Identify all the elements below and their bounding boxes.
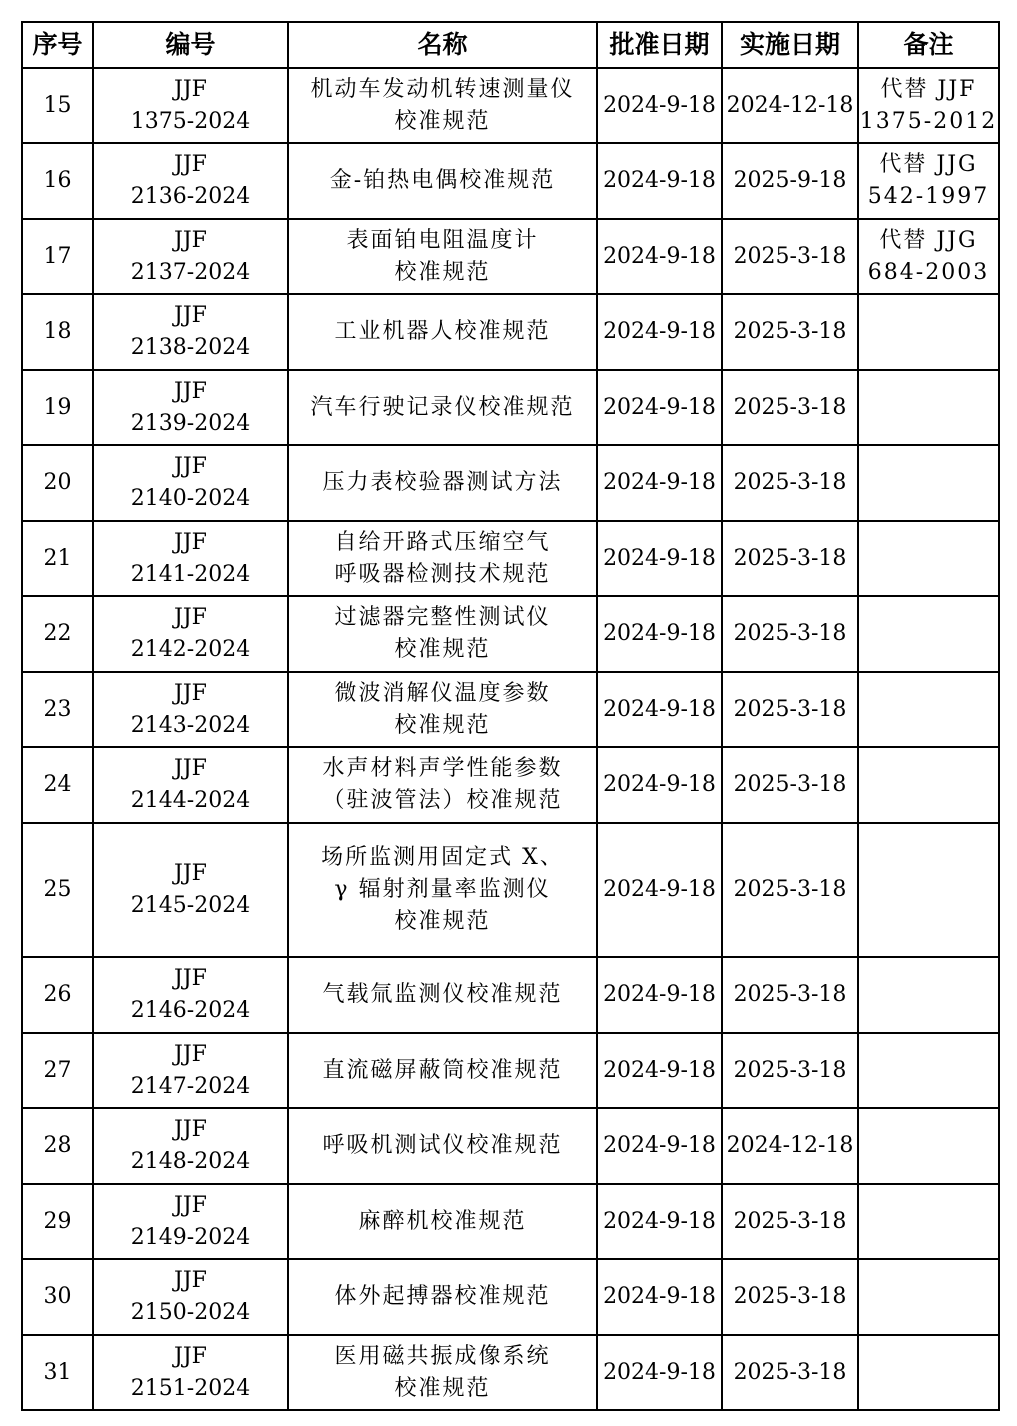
- cell-approve-date-text: 2024-9-18: [603, 1133, 716, 1158]
- cell-approve-date-text: 2024-9-18: [603, 621, 716, 646]
- cell-code-text: JJF: [174, 605, 207, 630]
- cell-code-text: 2148-2024: [130, 1149, 251, 1174]
- cell-implement-date: [722, 1184, 858, 1259]
- cell-implement-date-text: 2025-3-18: [733, 1057, 847, 1083]
- cell-implement-date-text: 2025-3-18: [733, 982, 847, 1007]
- cell-implement-date-text: 2025-3-18: [733, 621, 847, 646]
- cell-seq-text: 30: [43, 1284, 72, 1309]
- cell-name-text: 水声材料声学性能参数: [322, 756, 563, 781]
- cell-approve-date-text: 2024-9-18: [603, 1359, 716, 1385]
- cell-remark-text: 代替 JJG: [879, 227, 978, 253]
- cell-implement-date: [722, 823, 858, 957]
- cell-name-text: 场所监测用固定式 X、: [321, 845, 564, 870]
- cell-seq: [22, 1033, 93, 1108]
- cell-name-text: 工业机器人校准规范: [334, 319, 551, 344]
- cell-code-text: 2141-2024: [130, 561, 251, 587]
- cell-code: [93, 68, 288, 143]
- cell-name-text: 自给开路式压缩空气: [334, 529, 551, 555]
- cell-seq: [22, 1108, 93, 1184]
- cell-approve-date-text: 2024-9-18: [603, 696, 716, 722]
- cell-approve-date: [597, 1033, 722, 1108]
- cell-implement-date: [722, 1259, 858, 1335]
- cell-remark-text: 1375-2012: [859, 108, 998, 134]
- cell-code: [93, 521, 288, 596]
- cell-seq-text: 22: [43, 621, 72, 646]
- cell-remark-text: 代替 JJF: [880, 76, 977, 102]
- cell-name-text: 气载氚监测仪校准规范: [322, 982, 563, 1007]
- cell-code: [93, 1108, 288, 1184]
- cell-approve-date: [597, 143, 722, 219]
- header-code: 编号: [93, 22, 288, 68]
- cell-code-text: 2146-2024: [130, 998, 251, 1023]
- cell-seq: [22, 294, 93, 370]
- table-row: [22, 596, 999, 672]
- cell-remark-text: 代替 JJG: [879, 152, 978, 177]
- cell-remark: [858, 445, 999, 521]
- cell-remark: [858, 823, 999, 957]
- cell-seq-text: 17: [43, 243, 72, 269]
- cell-implement-date: [722, 672, 858, 747]
- cell-remark: [858, 1259, 999, 1335]
- table-row: [22, 219, 999, 294]
- cell-code: [93, 1259, 288, 1335]
- cell-name-text: 机动车发动机转速测量仪: [310, 76, 575, 102]
- cell-approve-date-text: 2024-9-18: [603, 772, 716, 797]
- cell-code-text: JJF: [174, 152, 207, 177]
- cell-seq: [22, 747, 93, 823]
- cell-implement-date-text: 2025-3-18: [733, 319, 847, 344]
- cell-implement-date: [722, 294, 858, 370]
- cell-code-text: JJF: [174, 756, 207, 781]
- cell-name-text: 直流磁屏蔽筒校准规范: [322, 1057, 563, 1083]
- cell-approve-date-text: 2024-9-18: [603, 243, 716, 269]
- table-row: [22, 747, 999, 823]
- cell-code: [93, 219, 288, 294]
- cell-remark: [858, 747, 999, 823]
- cell-code-text: 2150-2024: [130, 1300, 251, 1325]
- cell-name: [288, 747, 597, 823]
- cell-seq: [22, 445, 93, 521]
- cell-implement-date-text: 2024-12-18: [726, 92, 854, 118]
- cell-seq: [22, 370, 93, 445]
- cell-implement-date: [722, 596, 858, 672]
- standards-table: [21, 21, 1000, 1411]
- cell-approve-date: [597, 596, 722, 672]
- cell-implement-date-text: 2025-3-18: [733, 1359, 847, 1385]
- cell-name: [288, 672, 597, 747]
- table-row: [22, 294, 999, 370]
- cell-name-text: 校准规范: [394, 259, 491, 285]
- cell-code-text: 2140-2024: [130, 486, 251, 511]
- cell-code-text: JJF: [174, 1343, 207, 1369]
- cell-seq-text: 31: [43, 1359, 72, 1385]
- cell-name: [288, 521, 597, 596]
- cell-code-text: 2137-2024: [130, 259, 251, 285]
- cell-remark: [858, 957, 999, 1033]
- cell-code: [93, 143, 288, 219]
- cell-code-text: JJF: [174, 76, 207, 102]
- cell-approve-date: [597, 219, 722, 294]
- cell-code: [93, 596, 288, 672]
- header-name: 名称: [288, 22, 597, 68]
- cell-name-text: 微波消解仪温度参数: [334, 680, 551, 706]
- cell-code-text: 2143-2024: [130, 712, 251, 738]
- table-row: [22, 823, 999, 957]
- cell-approve-date-text: 2024-9-18: [603, 92, 716, 118]
- cell-code: [93, 957, 288, 1033]
- cell-name: [288, 68, 597, 143]
- cell-code: [93, 747, 288, 823]
- cell-name-text: γ 辐射剂量率监测仪: [334, 877, 551, 902]
- cell-remark: [858, 143, 999, 219]
- cell-seq: [22, 957, 93, 1033]
- cell-seq: [22, 672, 93, 747]
- cell-remark: [858, 1184, 999, 1259]
- table-header-row: [22, 22, 999, 68]
- cell-code-text: 2136-2024: [130, 184, 251, 209]
- cell-implement-date-text: 2025-3-18: [733, 696, 847, 722]
- cell-seq-text: 23: [43, 696, 72, 722]
- cell-name-text: 校准规范: [394, 712, 491, 738]
- cell-code-text: JJF: [174, 378, 207, 404]
- cell-implement-date-text: 2025-3-18: [733, 772, 847, 797]
- header-approve-date: 批准日期: [597, 22, 722, 68]
- cell-remark-text: 684-2003: [867, 259, 990, 285]
- cell-seq-text: 19: [43, 394, 72, 420]
- cell-approve-date: [597, 672, 722, 747]
- cell-implement-date-text: 2024-12-18: [726, 1133, 854, 1158]
- cell-code: [93, 445, 288, 521]
- table-row: [22, 957, 999, 1033]
- cell-code-text: JJF: [174, 454, 207, 479]
- cell-code: [93, 823, 288, 957]
- cell-remark: [858, 1108, 999, 1184]
- cell-name-text: 校准规范: [394, 1375, 491, 1401]
- cell-code-text: JJF: [174, 966, 207, 991]
- cell-implement-date-text: 2025-3-18: [733, 1208, 847, 1234]
- cell-name-text: （驻波管法）校准规范: [322, 788, 563, 813]
- cell-approve-date: [597, 294, 722, 370]
- cell-name-text: 压力表校验器测试方法: [322, 470, 563, 495]
- cell-seq-text: 28: [43, 1133, 72, 1158]
- cell-approve-date-text: 2024-9-18: [603, 1208, 716, 1234]
- cell-implement-date: [722, 370, 858, 445]
- cell-seq: [22, 1259, 93, 1335]
- cell-name: [288, 219, 597, 294]
- cell-approve-date: [597, 957, 722, 1033]
- cell-name-text: 过滤器完整性测试仪: [334, 605, 551, 630]
- cell-implement-date: [722, 747, 858, 823]
- cell-implement-date: [722, 1335, 858, 1410]
- cell-implement-date: [722, 68, 858, 143]
- cell-implement-date-text: 2025-3-18: [733, 394, 847, 420]
- cell-remark: [858, 219, 999, 294]
- cell-code-text: JJF: [174, 303, 207, 328]
- table-row: [22, 68, 999, 143]
- cell-approve-date-text: 2024-9-18: [603, 1284, 716, 1309]
- cell-seq: [22, 143, 93, 219]
- cell-name-text: 麻醉机校准规范: [358, 1208, 527, 1234]
- cell-code: [93, 1184, 288, 1259]
- cell-name: [288, 1033, 597, 1108]
- cell-code-text: 2144-2024: [130, 788, 251, 813]
- table-row: [22, 445, 999, 521]
- cell-remark: [858, 672, 999, 747]
- cell-name-text: 呼吸器检测技术规范: [334, 561, 551, 587]
- cell-remark: [858, 1335, 999, 1410]
- header-seq: 序号: [22, 22, 93, 68]
- cell-code-text: 2142-2024: [130, 637, 251, 662]
- cell-approve-date: [597, 370, 722, 445]
- cell-name: [288, 823, 597, 957]
- cell-seq: [22, 68, 93, 143]
- cell-name-text: 校准规范: [394, 637, 491, 662]
- cell-approve-date-text: 2024-9-18: [603, 319, 716, 344]
- cell-implement-date: [722, 957, 858, 1033]
- cell-code: [93, 294, 288, 370]
- cell-name-text: 汽车行驶记录仪校准规范: [310, 394, 575, 420]
- cell-implement-date-text: 2025-3-18: [733, 1284, 847, 1309]
- cell-code: [93, 1033, 288, 1108]
- cell-implement-date-text: 2025-3-18: [733, 470, 847, 495]
- header-remark: 备注: [858, 22, 999, 68]
- cell-approve-date-text: 2024-9-18: [603, 982, 716, 1007]
- cell-code-text: JJF: [174, 861, 207, 886]
- cell-code-text: JJF: [174, 1117, 207, 1142]
- cell-seq: [22, 823, 93, 957]
- cell-code-text: 2139-2024: [130, 410, 251, 436]
- cell-implement-date: [722, 521, 858, 596]
- cell-code-text: JJF: [174, 1192, 207, 1218]
- cell-seq: [22, 596, 93, 672]
- cell-remark: [858, 521, 999, 596]
- cell-name-text: 金-铂热电偶校准规范: [329, 168, 556, 193]
- cell-code: [93, 672, 288, 747]
- cell-seq: [22, 1335, 93, 1410]
- cell-approve-date-text: 2024-9-18: [603, 545, 716, 571]
- cell-name: [288, 1259, 597, 1335]
- cell-implement-date-text: 2025-3-18: [733, 243, 847, 269]
- cell-seq-text: 29: [43, 1208, 72, 1234]
- cell-seq-text: 24: [43, 772, 72, 797]
- table-row: [22, 1335, 999, 1410]
- cell-approve-date: [597, 1259, 722, 1335]
- cell-seq-text: 25: [43, 877, 72, 902]
- cell-seq: [22, 219, 93, 294]
- cell-code-text: JJF: [174, 227, 207, 253]
- cell-name: [288, 1108, 597, 1184]
- cell-approve-date-text: 2024-9-18: [603, 877, 716, 902]
- cell-seq-text: 21: [43, 545, 72, 571]
- cell-approve-date: [597, 1108, 722, 1184]
- cell-name-text: 校准规范: [394, 909, 491, 934]
- cell-implement-date-text: 2025-9-18: [733, 168, 847, 193]
- cell-approve-date-text: 2024-9-18: [603, 394, 716, 420]
- cell-remark: [858, 1033, 999, 1108]
- cell-name-text: 体外起搏器校准规范: [334, 1284, 551, 1309]
- cell-seq: [22, 521, 93, 596]
- cell-code: [93, 370, 288, 445]
- cell-name-text: 医用磁共振成像系统: [334, 1343, 551, 1369]
- cell-code-text: JJF: [174, 1041, 207, 1067]
- cell-implement-date-text: 2025-3-18: [733, 545, 847, 571]
- cell-code: [93, 1335, 288, 1410]
- cell-approve-date: [597, 1335, 722, 1410]
- cell-approve-date: [597, 747, 722, 823]
- cell-seq: [22, 1184, 93, 1259]
- table-row: [22, 1033, 999, 1108]
- cell-name: [288, 957, 597, 1033]
- cell-code-text: JJF: [174, 529, 207, 555]
- cell-approve-date: [597, 823, 722, 957]
- cell-name-text: 校准规范: [394, 108, 491, 134]
- table-row: [22, 1184, 999, 1259]
- table-row: [22, 370, 999, 445]
- cell-approve-date-text: 2024-9-18: [603, 1057, 716, 1083]
- cell-code-text: 1375-2024: [130, 108, 251, 134]
- cell-approve-date-text: 2024-9-18: [603, 470, 716, 495]
- header-implement-date: 实施日期: [722, 22, 858, 68]
- table-row: [22, 1259, 999, 1335]
- cell-name: [288, 294, 597, 370]
- cell-name-text: 表面铂电阻温度计: [346, 227, 539, 253]
- cell-implement-date: [722, 219, 858, 294]
- cell-seq-text: 18: [43, 319, 72, 344]
- cell-implement-date-text: 2025-3-18: [733, 877, 847, 902]
- cell-remark: [858, 370, 999, 445]
- cell-implement-date: [722, 1033, 858, 1108]
- table-row: [22, 672, 999, 747]
- cell-remark-text: 542-1997: [867, 184, 990, 209]
- cell-code-text: 2138-2024: [130, 335, 251, 360]
- cell-remark: [858, 596, 999, 672]
- cell-code-text: JJF: [174, 680, 207, 706]
- cell-approve-date: [597, 521, 722, 596]
- cell-remark: [858, 294, 999, 370]
- cell-approve-date: [597, 445, 722, 521]
- cell-seq-text: 20: [43, 470, 72, 495]
- cell-name: [288, 445, 597, 521]
- cell-name: [288, 1184, 597, 1259]
- cell-code-text: 2147-2024: [130, 1073, 251, 1099]
- cell-name: [288, 143, 597, 219]
- table-row: [22, 143, 999, 219]
- cell-implement-date: [722, 1108, 858, 1184]
- cell-seq-text: 16: [43, 168, 72, 193]
- cell-seq-text: 26: [43, 982, 72, 1007]
- cell-name: [288, 596, 597, 672]
- table-body: [22, 68, 999, 1410]
- cell-name: [288, 1335, 597, 1410]
- cell-approve-date: [597, 68, 722, 143]
- cell-code-text: 2145-2024: [130, 893, 251, 918]
- cell-seq-text: 15: [43, 92, 72, 118]
- cell-name-text: 呼吸机测试仪校准规范: [322, 1133, 563, 1158]
- cell-code-text: 2151-2024: [130, 1375, 251, 1401]
- cell-approve-date-text: 2024-9-18: [603, 168, 716, 193]
- cell-code-text: 2149-2024: [130, 1224, 251, 1250]
- cell-name: [288, 370, 597, 445]
- cell-remark: [858, 68, 999, 143]
- cell-seq-text: 27: [43, 1057, 72, 1083]
- cell-implement-date: [722, 143, 858, 219]
- cell-approve-date: [597, 1184, 722, 1259]
- cell-implement-date: [722, 445, 858, 521]
- cell-code-text: JJF: [174, 1268, 207, 1293]
- table-row: [22, 1108, 999, 1184]
- table-row: [22, 521, 999, 596]
